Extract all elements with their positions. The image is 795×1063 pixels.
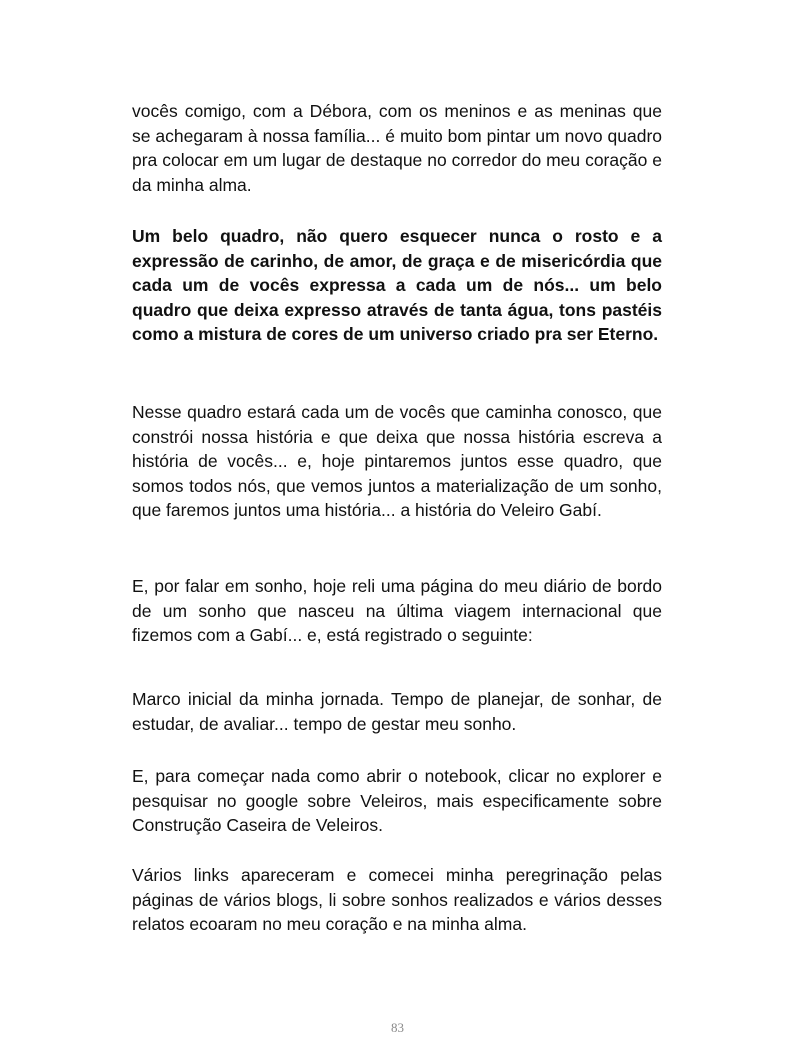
paragraph-2-bold: Um belo quadro, não quero esquecer nunca o rosto e a expressão de carinho, de amor, de graça e de misericórdia que cada um de vocês expressa a cada um de nós... um belo quadro que deixa expresso através de tanta água, tons pastéis como a mistura de cores de um universo criado pra ser Eterno. [132, 226, 662, 345]
paragraph-5-diary-entry: Marco inicial da minha jornada. Tempo de planejar, de sonhar, de estudar, de avaliar... tempo de gestar meu sonho. [132, 689, 662, 734]
paragraph-7: Vários links apareceram e comecei minha peregrinação pelas páginas de vários blogs, li sobre sonhos realizados e vários desses relatos ecoaram no meu coração e na minha alma. [132, 865, 662, 935]
paragraph-4: E, por falar em sonho, hoje reli uma página do meu diário de bordo de um sonho que nasceu na última viagem internacional que fizemos com a Gabí... e, está registrado o seguinte: [132, 576, 662, 646]
paragraph-6: E, para começar nada como abrir o notebook, clicar no explorer e pesquisar no google sobre Veleiros, mais especificamente sobre Construção Caseira de Veleiros. [132, 766, 662, 836]
paragraph-3: Nesse quadro estará cada um de vocês que caminha conosco, que constrói nossa história e que deixa que nossa história escreva a história de vocês... e, hoje pintaremos juntos esse quadro, que somos todos nós, que vemos juntos a materialização de um sonho, que faremos juntos uma história... a história do Veleiro Gabí. [132, 402, 662, 521]
paragraph-1: vocês comigo, com a Débora, com os meninos e as meninas que se achegaram à nossa família... é muito bom pintar um novo quadro pra colocar em um lugar de destaque no corredor do meu coração e da minha alma. [132, 101, 662, 195]
page-number: 83 [391, 1020, 404, 1035]
